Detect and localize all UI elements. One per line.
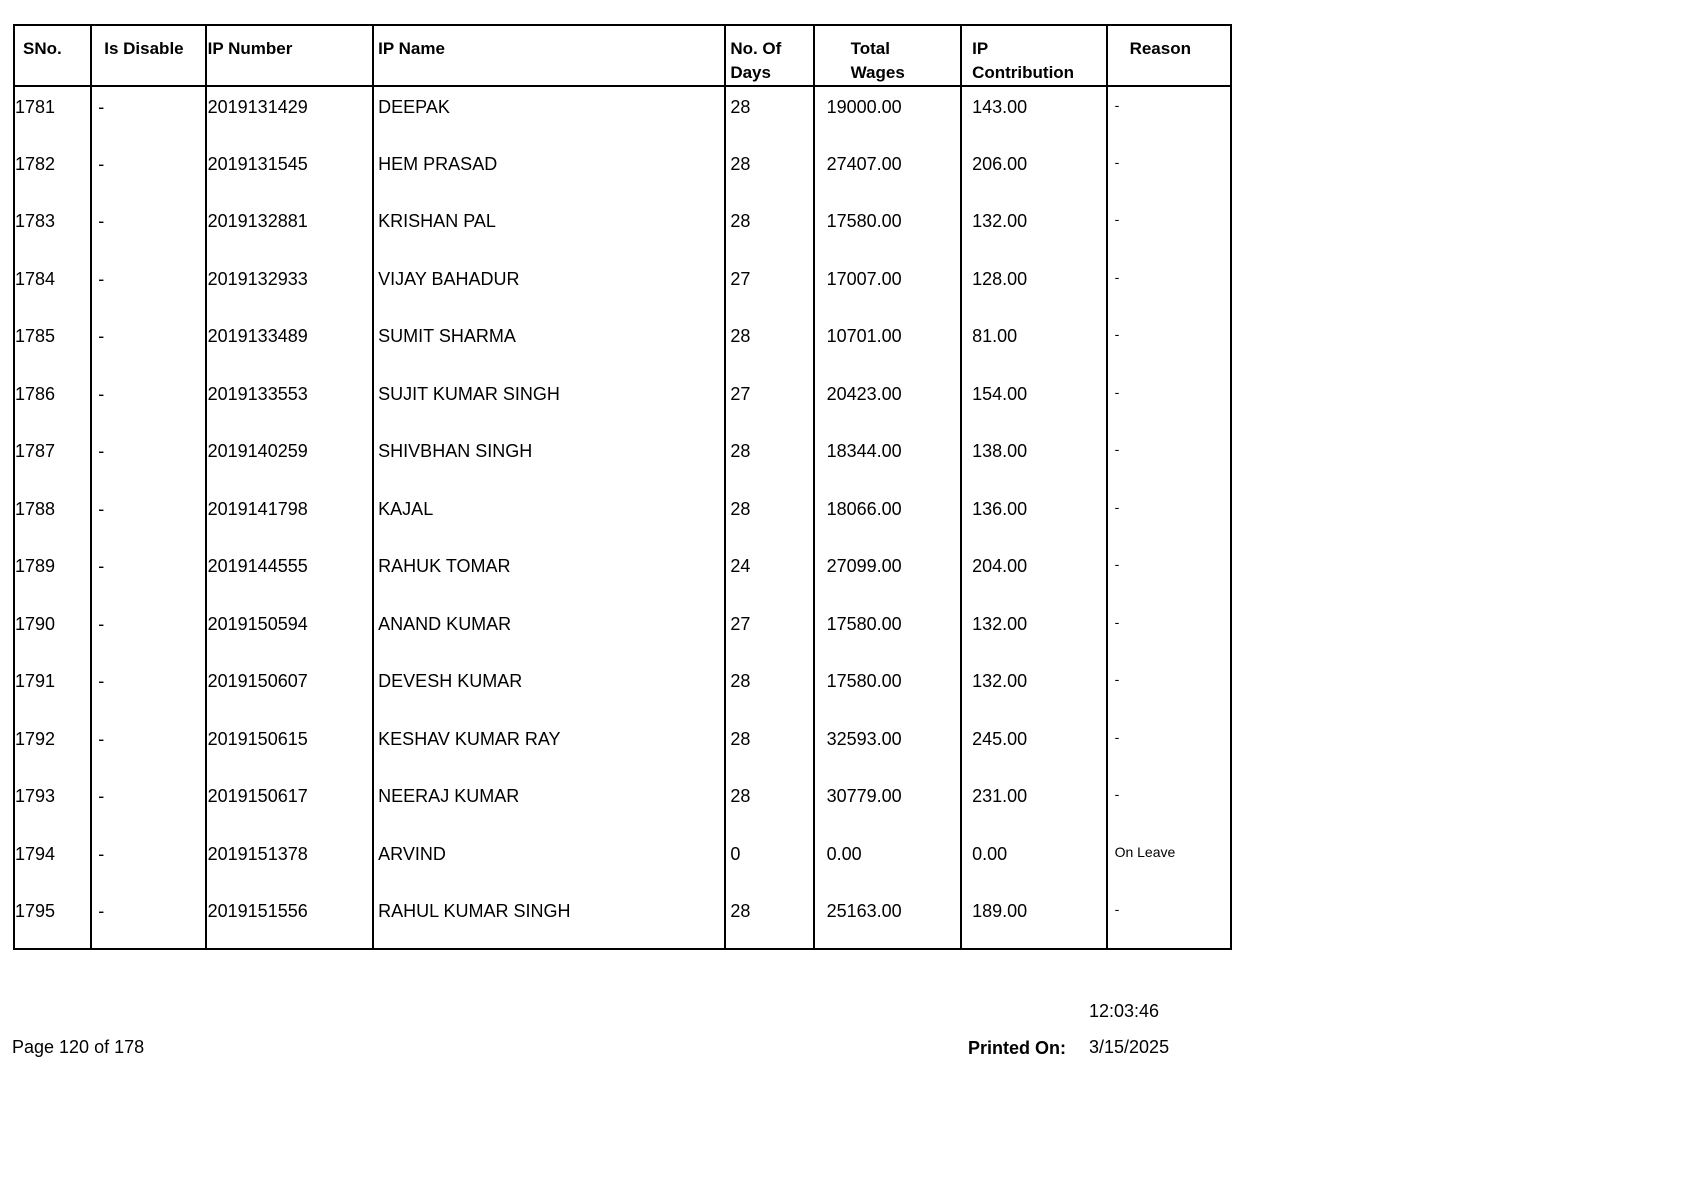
cell-total-wages: 0.00 — [814, 834, 961, 892]
cell-ip-name: KESHAV KUMAR RAY — [373, 719, 725, 777]
cell-total-wages: 25163.00 — [814, 891, 961, 949]
table-row — [14, 776, 1231, 834]
cell-total-wages: 30779.00 — [814, 776, 961, 834]
cell-days: 28 — [725, 144, 813, 202]
cell-days: 28 — [725, 489, 813, 547]
cell-ip-contribution: 132.00 — [961, 661, 1106, 719]
header-contrib-line2: Contribution — [972, 63, 1075, 82]
cell-ip-number: 2019151378 — [206, 834, 374, 892]
table-row — [14, 144, 1231, 202]
cell-total-wages: 17580.00 — [814, 661, 961, 719]
page-number: Page 120 of 178 — [12, 1037, 145, 1057]
cell-reason: - — [1107, 374, 1231, 432]
cell-sno: 1783 — [14, 201, 91, 259]
cell-ip-name: DEVESH KUMAR — [373, 661, 725, 719]
cell-ip-contribution: 132.00 — [961, 604, 1106, 662]
cell-ip-name: RAHUL KUMAR SINGH — [373, 891, 725, 949]
cell-is-disable: - — [91, 431, 205, 489]
cell-ip-number: 2019131545 — [206, 144, 374, 202]
cell-days: 0 — [725, 834, 813, 892]
cell-ip-contribution: 204.00 — [961, 546, 1106, 604]
cell-ip-contribution: 143.00 — [961, 86, 1106, 144]
cell-ip-contribution: 154.00 — [961, 374, 1106, 432]
header-reason: Reason — [1107, 25, 1231, 86]
cell-ip-name: HEM PRASAD — [373, 144, 725, 202]
cell-ip-name: KRISHAN PAL — [373, 201, 725, 259]
cell-ip-number: 2019132933 — [206, 259, 374, 317]
cell-ip-contribution: 0.00 — [961, 834, 1106, 892]
cell-days: 28 — [725, 719, 813, 777]
cell-ip-number: 2019131429 — [206, 86, 374, 144]
cell-days: 24 — [725, 546, 813, 604]
table-row — [14, 374, 1231, 432]
cell-sno: 1793 — [14, 776, 91, 834]
cell-ip-name: SUMIT SHARMA — [373, 316, 725, 374]
header-contrib-line1: IP — [972, 39, 989, 58]
cell-reason: - — [1107, 201, 1231, 259]
cell-reason: - — [1107, 719, 1231, 777]
cell-ip-name: NEERAJ KUMAR — [373, 776, 725, 834]
cell-is-disable: - — [91, 719, 205, 777]
table-row — [14, 661, 1231, 719]
cell-ip-contribution: 136.00 — [961, 489, 1106, 547]
header-days-line1: No. Of — [730, 39, 782, 58]
cell-ip-number: 2019150615 — [206, 719, 374, 777]
cell-total-wages: 19000.00 — [814, 86, 961, 144]
cell-reason: - — [1107, 86, 1231, 144]
cell-ip-contribution: 245.00 — [961, 719, 1106, 777]
cell-sno: 1784 — [14, 259, 91, 317]
cell-reason: - — [1107, 661, 1231, 719]
printed-time: 12:03:46 — [1089, 1001, 1160, 1021]
cell-reason: - — [1107, 604, 1231, 662]
header-total-wages — [814, 25, 961, 86]
cell-days: 27 — [725, 374, 813, 432]
cell-ip-contribution: 189.00 — [961, 891, 1106, 949]
cell-days: 28 — [725, 316, 813, 374]
cell-ip-number: 2019150617 — [206, 776, 374, 834]
cell-days: 28 — [725, 201, 813, 259]
table-row — [14, 259, 1231, 317]
printed-on-label: Printed On: — [968, 1038, 1066, 1058]
cell-is-disable: - — [91, 316, 205, 374]
header-days-line2: Days — [730, 63, 771, 82]
cell-sno: 1787 — [14, 431, 91, 489]
header-ip-number: IP Number — [206, 25, 374, 86]
cell-total-wages: 17007.00 — [814, 259, 961, 317]
header-wages-line1: Total — [850, 39, 890, 58]
cell-is-disable: - — [91, 661, 205, 719]
cell-days: 27 — [725, 604, 813, 662]
cell-ip-name: DEEPAK — [373, 86, 725, 144]
cell-ip-name: SHIVBHAN SINGH — [373, 431, 725, 489]
contribution-table — [13, 24, 1232, 950]
cell-reason: - — [1107, 431, 1231, 489]
cell-ip-number: 2019150594 — [206, 604, 374, 662]
cell-is-disable: - — [91, 201, 205, 259]
cell-ip-number: 2019132881 — [206, 201, 374, 259]
cell-reason: - — [1107, 489, 1231, 547]
header-ip-contribution — [961, 25, 1106, 86]
cell-days: 28 — [725, 891, 813, 949]
cell-ip-contribution: 128.00 — [961, 259, 1106, 317]
cell-ip-name: RAHUK TOMAR — [373, 546, 725, 604]
cell-is-disable: - — [91, 546, 205, 604]
cell-sno: 1791 — [14, 661, 91, 719]
cell-sno: 1781 — [14, 86, 91, 144]
cell-is-disable: - — [91, 374, 205, 432]
cell-sno: 1782 — [14, 144, 91, 202]
cell-ip-contribution: 132.00 — [961, 201, 1106, 259]
cell-ip-name: VIJAY BAHADUR — [373, 259, 725, 317]
table-row — [14, 316, 1231, 374]
cell-is-disable: - — [91, 144, 205, 202]
cell-total-wages: 10701.00 — [814, 316, 961, 374]
cell-reason: - — [1107, 316, 1231, 374]
header-sno: SNo. — [14, 25, 91, 86]
cell-reason: - — [1107, 546, 1231, 604]
cell-is-disable: - — [91, 834, 205, 892]
cell-days: 28 — [725, 661, 813, 719]
table-header — [14, 25, 1231, 86]
cell-total-wages: 27407.00 — [814, 144, 961, 202]
cell-total-wages: 32593.00 — [814, 719, 961, 777]
cell-ip-number: 2019141798 — [206, 489, 374, 547]
cell-ip-contribution: 138.00 — [961, 431, 1106, 489]
cell-sno: 1785 — [14, 316, 91, 374]
cell-ip-contribution: 81.00 — [961, 316, 1106, 374]
cell-ip-name: ANAND KUMAR — [373, 604, 725, 662]
cell-sno: 1786 — [14, 374, 91, 432]
table-body — [14, 86, 1231, 949]
cell-ip-contribution: 206.00 — [961, 144, 1106, 202]
cell-days: 27 — [725, 259, 813, 317]
printed-date: 3/15/2025 — [1089, 1037, 1170, 1057]
cell-sno: 1792 — [14, 719, 91, 777]
cell-is-disable: - — [91, 259, 205, 317]
table-row — [14, 489, 1231, 547]
cell-is-disable: - — [91, 776, 205, 834]
header-row — [14, 25, 1231, 86]
cell-sno: 1794 — [14, 834, 91, 892]
cell-reason: - — [1107, 891, 1231, 949]
cell-reason: On Leave — [1107, 834, 1231, 892]
table-row — [14, 604, 1231, 662]
cell-ip-number: 2019151556 — [206, 891, 374, 949]
cell-is-disable: - — [91, 891, 205, 949]
cell-total-wages: 17580.00 — [814, 604, 961, 662]
header-days — [725, 25, 813, 86]
table-row — [14, 431, 1231, 489]
cell-total-wages: 18066.00 — [814, 489, 961, 547]
cell-ip-number: 2019133553 — [206, 374, 374, 432]
cell-ip-number: 2019140259 — [206, 431, 374, 489]
cell-days: 28 — [725, 776, 813, 834]
table-row — [14, 201, 1231, 259]
table-row — [14, 891, 1231, 949]
table-row — [14, 834, 1231, 892]
table-row — [14, 719, 1231, 777]
table-row — [14, 86, 1231, 144]
cell-total-wages: 27099.00 — [814, 546, 961, 604]
cell-is-disable: - — [91, 489, 205, 547]
cell-sno: 1789 — [14, 546, 91, 604]
cell-ip-name: KAJAL — [373, 489, 725, 547]
cell-ip-number: 2019144555 — [206, 546, 374, 604]
cell-total-wages: 20423.00 — [814, 374, 961, 432]
cell-total-wages: 18344.00 — [814, 431, 961, 489]
cell-total-wages: 17580.00 — [814, 201, 961, 259]
cell-reason: - — [1107, 144, 1231, 202]
cell-ip-name: SUJIT KUMAR SINGH — [373, 374, 725, 432]
table-row — [14, 546, 1231, 604]
cell-sno: 1788 — [14, 489, 91, 547]
cell-ip-contribution: 231.00 — [961, 776, 1106, 834]
cell-ip-number: 2019133489 — [206, 316, 374, 374]
header-wages-line2: Wages — [850, 63, 905, 82]
cell-ip-number: 2019150607 — [206, 661, 374, 719]
cell-reason: - — [1107, 259, 1231, 317]
cell-is-disable: - — [91, 604, 205, 662]
cell-days: 28 — [725, 86, 813, 144]
header-ip-name: IP Name — [373, 25, 725, 86]
cell-is-disable: - — [91, 86, 205, 144]
cell-days: 28 — [725, 431, 813, 489]
cell-ip-name: ARVIND — [373, 834, 725, 892]
header-is-disable: Is Disable — [91, 25, 205, 86]
cell-sno: 1795 — [14, 891, 91, 949]
cell-reason: - — [1107, 776, 1231, 834]
cell-sno: 1790 — [14, 604, 91, 662]
